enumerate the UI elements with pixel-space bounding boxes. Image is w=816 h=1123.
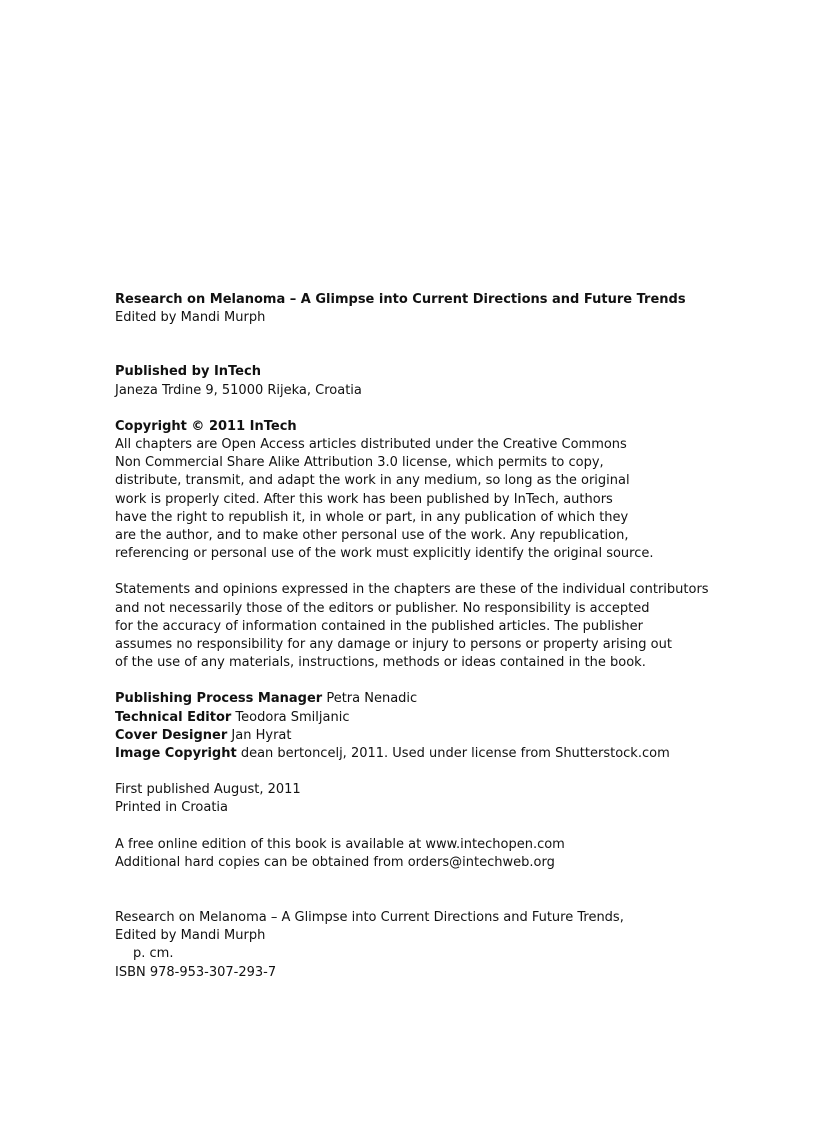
credit-name: Teodora Smiljanic	[231, 709, 350, 725]
credit-role: Publishing Process Manager	[115, 691, 323, 707]
publisher-address: Janeza Trdine 9, 51000 Rijeka, Croatia	[115, 382, 362, 398]
spacer	[115, 400, 775, 418]
book-editor: Edited by Mandi Murph	[115, 310, 266, 326]
credit-name: Petra Nenadic	[322, 691, 418, 707]
credit-name: dean bertoncelj, 2011. Used under license from Shutterstock.com	[236, 746, 670, 762]
spacer	[115, 872, 775, 909]
credit-name: Jan Hyrat	[227, 727, 292, 743]
disclaimer-line: of the use of any materials, instructions, methods or ideas contained in the book.	[115, 655, 646, 671]
copyright-line: referencing or personal use of the work must explicitly identify the original source.	[115, 546, 654, 562]
spacer	[115, 327, 775, 363]
credit-role: Technical Editor	[115, 709, 232, 725]
book-title: Research on Melanoma – A Glimpse into Current Directions and Future Trends	[115, 292, 686, 307]
catalog-title: Research on Melanoma – A Glimpse into Current Directions and Future Trends,	[115, 910, 624, 926]
credit-technical-editor	[115, 709, 775, 727]
copyright-line: are the author, and to make other personal use of the work. Any republication,	[115, 528, 629, 544]
catalog-pages: p. cm.	[133, 946, 174, 962]
disclaimer-line: and not necessarily those of the editors or publisher. No responsibility is accepted	[115, 600, 650, 616]
copyright-line: All chapters are Open Access articles distributed under the Creative Commons	[115, 437, 627, 453]
catalog-isbn: ISBN 978-953-307-293-7	[115, 964, 277, 980]
spacer	[115, 563, 775, 581]
spacer	[115, 763, 775, 781]
disclaimer-line: for the accuracy of information contained in the published articles. The publisher	[115, 618, 643, 634]
online-edition: A free online edition of this book is available at www.intechopen.com	[115, 836, 565, 852]
printed-in: Printed in Croatia	[115, 800, 229, 816]
catalog-editor: Edited by Mandi Murph	[115, 928, 266, 944]
copyright-heading: Copyright © 2011 InTech	[115, 418, 297, 434]
copyright-line: work is properly cited. After this work has been published by InTech, authors	[115, 491, 613, 507]
credit-process-manager	[115, 690, 775, 708]
publisher-heading: Published by InTech	[115, 364, 261, 380]
copyright-line: have the right to republish it, in whole or part, in any publication of which they	[115, 509, 629, 525]
disclaimer-line: Statements and opinions expressed in the chapters are these of the individual contributors	[115, 582, 709, 598]
copyright-line: distribute, transmit, and adapt the work in any medium, so long as the original	[115, 473, 630, 489]
credit-cover-designer	[115, 727, 775, 745]
credit-image-copyright	[115, 745, 775, 763]
copyright-page	[115, 291, 775, 982]
credit-role: Image Copyright	[115, 746, 237, 762]
first-published: First published August, 2011	[115, 782, 301, 798]
disclaimer-line: assumes no responsibility for any damage or injury to persons or property arising out	[115, 637, 672, 653]
credit-role: Cover Designer	[115, 727, 228, 743]
hard-copies: Additional hard copies can be obtained from orders@intechweb.org	[115, 854, 555, 870]
copyright-line: Non Commercial Share Alike Attribution 3.0 license, which permits to copy,	[115, 455, 604, 471]
spacer	[115, 818, 775, 836]
spacer	[115, 672, 775, 690]
